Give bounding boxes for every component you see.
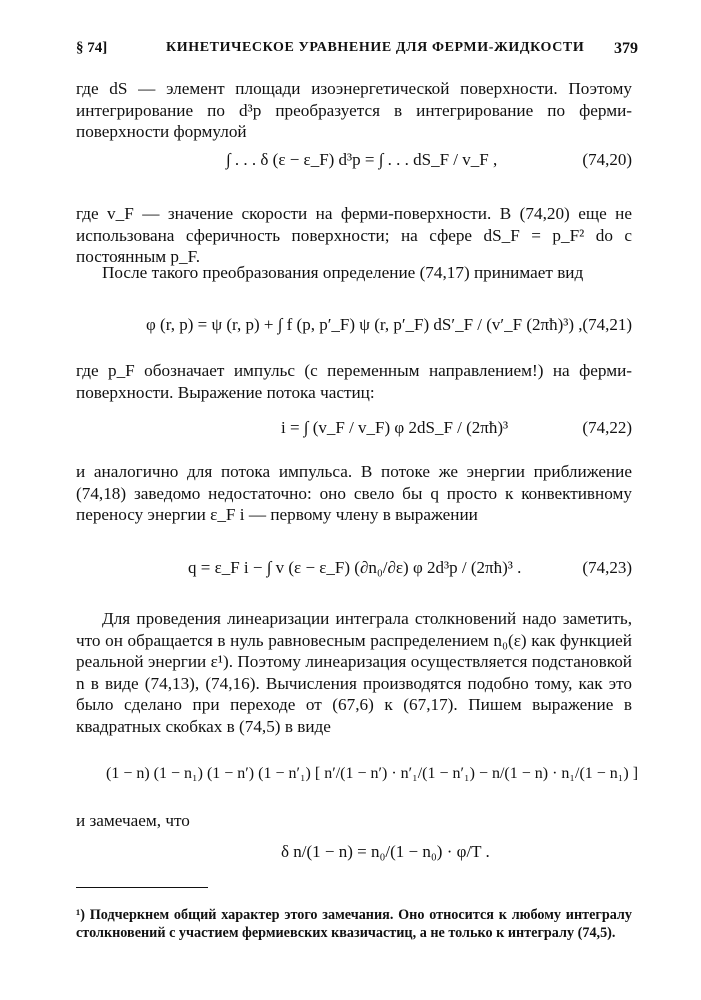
equation-body: φ (r, p) = ψ (r, p) + ∫ f (p, p′_F) ψ (r, p′_F) dS′_F / (v′_F (2πħ)³) ,	[146, 315, 583, 334]
equation-number: (74,21)	[582, 315, 632, 334]
equation-number: (74,22)	[582, 418, 632, 437]
paragraph-7: и замечаем, что	[76, 811, 190, 830]
paragraph-2: где v_F — значение скорости на ферми-поверхности. В (74,20) еще не использована сферичность поверхности; на сфере dS_F = p_F² do с постоянным p_F.	[76, 204, 632, 266]
page-number: 379	[614, 40, 638, 57]
paragraph-5: и аналогично для потока импульса. В потоке же энергии приближение (74,18) заведомо недостаточно: оно свело бы q просто к конвективному переносу энергии ε_F i — первому члену в выражении	[76, 462, 632, 524]
equation-body: ∫ . . . δ (ε − ε_F) d³p = ∫ . . . dS_F / v_F ,	[226, 150, 498, 169]
footnote-divider	[76, 887, 208, 888]
footnote: ¹) Подчеркнем общий характер этого замечания. Оно относится к любому интегралу столкновений с участием фермиевских квазичастиц, а не только к интегралу (74,5).	[76, 907, 632, 941]
running-header	[76, 40, 638, 62]
running-title: КИНЕТИЧЕСКОЕ УРАВНЕНИЕ ДЛЯ ФЕРМИ-ЖИДКОСТИ	[166, 40, 585, 55]
equation-body: q = ε_F i − ∫ v (ε − ε_F) (∂n₀/∂ε) φ 2d³p / (2πħ)³ .	[188, 558, 522, 577]
equation-body: i = ∫ (v_F / v_F) φ 2dS_F / (2πħ)³	[281, 418, 509, 437]
equation-body: (1 − n) (1 − n₁) (1 − n′) (1 − n′₁) [ n′/(1 − n′) · n′₁/(1 − n′₁) − n/(1 − n) · n₁/(1 − n₁) ]	[106, 765, 639, 782]
paragraph-3: После такого преобразования определение (74,17) принимает вид	[102, 263, 584, 282]
paragraph-6: Для проведения линеаризации интеграла столкновений надо заметить, что он обращается в нуль равновесным распределением n₀(ε) как функцией реальной энергии ε¹). Поэтому линеаризация осуществляется подстановкой n в виде (74,13), (74,16). Вычисления производятся подобно тому, как это было сделано при переходе от (67,6) к (67,17). Пишем выражение в квадратных скобках в (74,5) в виде	[76, 609, 632, 736]
paragraph-4: где p_F обозначает импульс (с переменным направлением!) на ферми-поверхности. Выражение потока частиц:	[76, 361, 632, 402]
equation-number: (74,20)	[582, 150, 632, 169]
section-number: § 74]	[76, 40, 108, 56]
equation-number: (74,23)	[582, 558, 632, 577]
paragraph-1: где dS — элемент площади изоэнергетической поверхности. Поэтому интегрирование по d³p преобразуется в интегрирование по ферми-поверхности формулой	[76, 79, 632, 141]
equation-body: δ n/(1 − n) = n₀/(1 − n₀) · φ/T .	[281, 842, 490, 861]
